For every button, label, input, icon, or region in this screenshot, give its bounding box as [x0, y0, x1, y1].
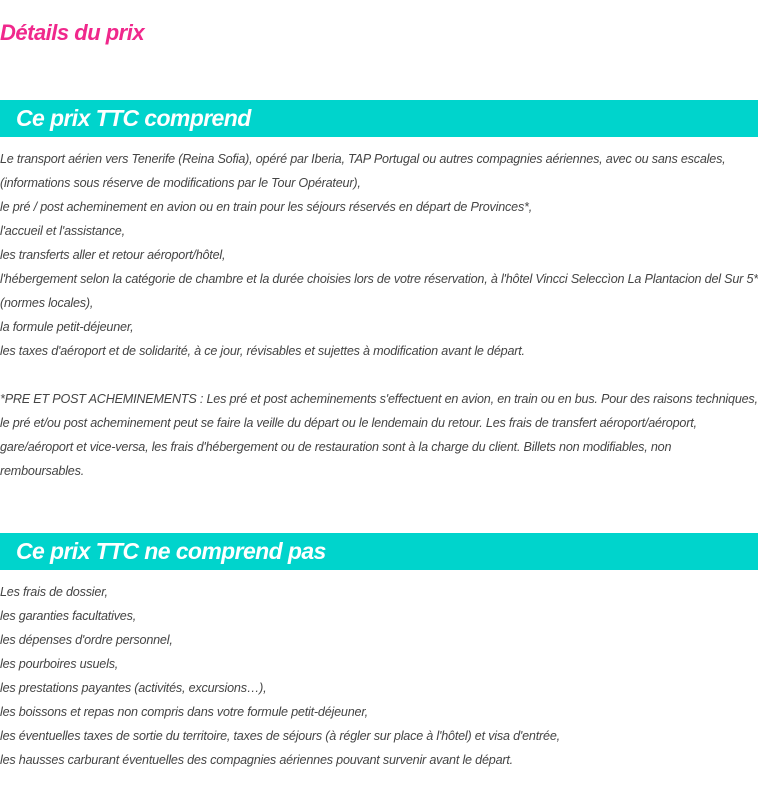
list-item: l'hébergement selon la catégorie de chambre et la durée choisies lors de votre réservation, à l'hôtel Vincci Seleccìon La Plantacion del Sur 5* (normes locales),	[0, 272, 758, 310]
list-item: l'accueil et l'assistance,	[0, 224, 125, 238]
acheminement-note: *PRE ET POST ACHEMINEMENTS : Les pré et post acheminements s'effectuent en avion, en train ou en bus. Pour des raisons techniques, le pré et/ou post acheminement peut se faire la veille du départ ou le lendemain du retour. Les frais de transfert aéroport/aéroport, gare/aéroport et vice-versa, les frais d'hébergement ou de restauration sont à la charge du client. Billets non modifiables, non remboursables.	[0, 392, 758, 478]
list-item: les hausses carburant éventuelles des compagnies aériennes pouvant survenir avant le départ.	[0, 753, 513, 767]
included-list	[0, 147, 758, 483]
list-item: les prestations payantes (activités, excursions…),	[0, 681, 267, 695]
list-item: les transferts aller et retour aéroport/hôtel,	[0, 248, 226, 262]
list-item: la formule petit-déjeuner,	[0, 320, 134, 334]
list-item: les dépenses d'ordre personnel,	[0, 633, 173, 647]
excluded-list	[0, 580, 758, 772]
list-item: les boissons et repas non compris dans votre formule petit-déjeuner,	[0, 705, 368, 719]
excluded-heading: Ce prix TTC ne comprend pas	[0, 533, 758, 570]
list-item: Les frais de dossier,	[0, 585, 108, 599]
included-heading: Ce prix TTC comprend	[0, 100, 758, 137]
list-item: les pourboires usuels,	[0, 657, 119, 671]
list-item: le pré / post acheminement en avion ou en train pour les séjours réservés en départ de Provinces*,	[0, 200, 533, 214]
page-title: Détails du prix	[0, 20, 145, 45]
list-item: les garanties facultatives,	[0, 609, 137, 623]
list-item: Le transport aérien vers Tenerife (Reina Sofia), opéré par Iberia, TAP Portugal ou autres compagnies aériennes, avec ou sans escales, (informations sous réserve de modifications par le Tour Opérateur),	[0, 152, 726, 190]
list-item: les éventuelles taxes de sortie du territoire, taxes de séjours (à régler sur place à l'hôtel) et visa d'entrée,	[0, 729, 560, 743]
list-item: les taxes d'aéroport et de solidarité, à ce jour, révisables et sujettes à modification avant le départ.	[0, 344, 525, 358]
